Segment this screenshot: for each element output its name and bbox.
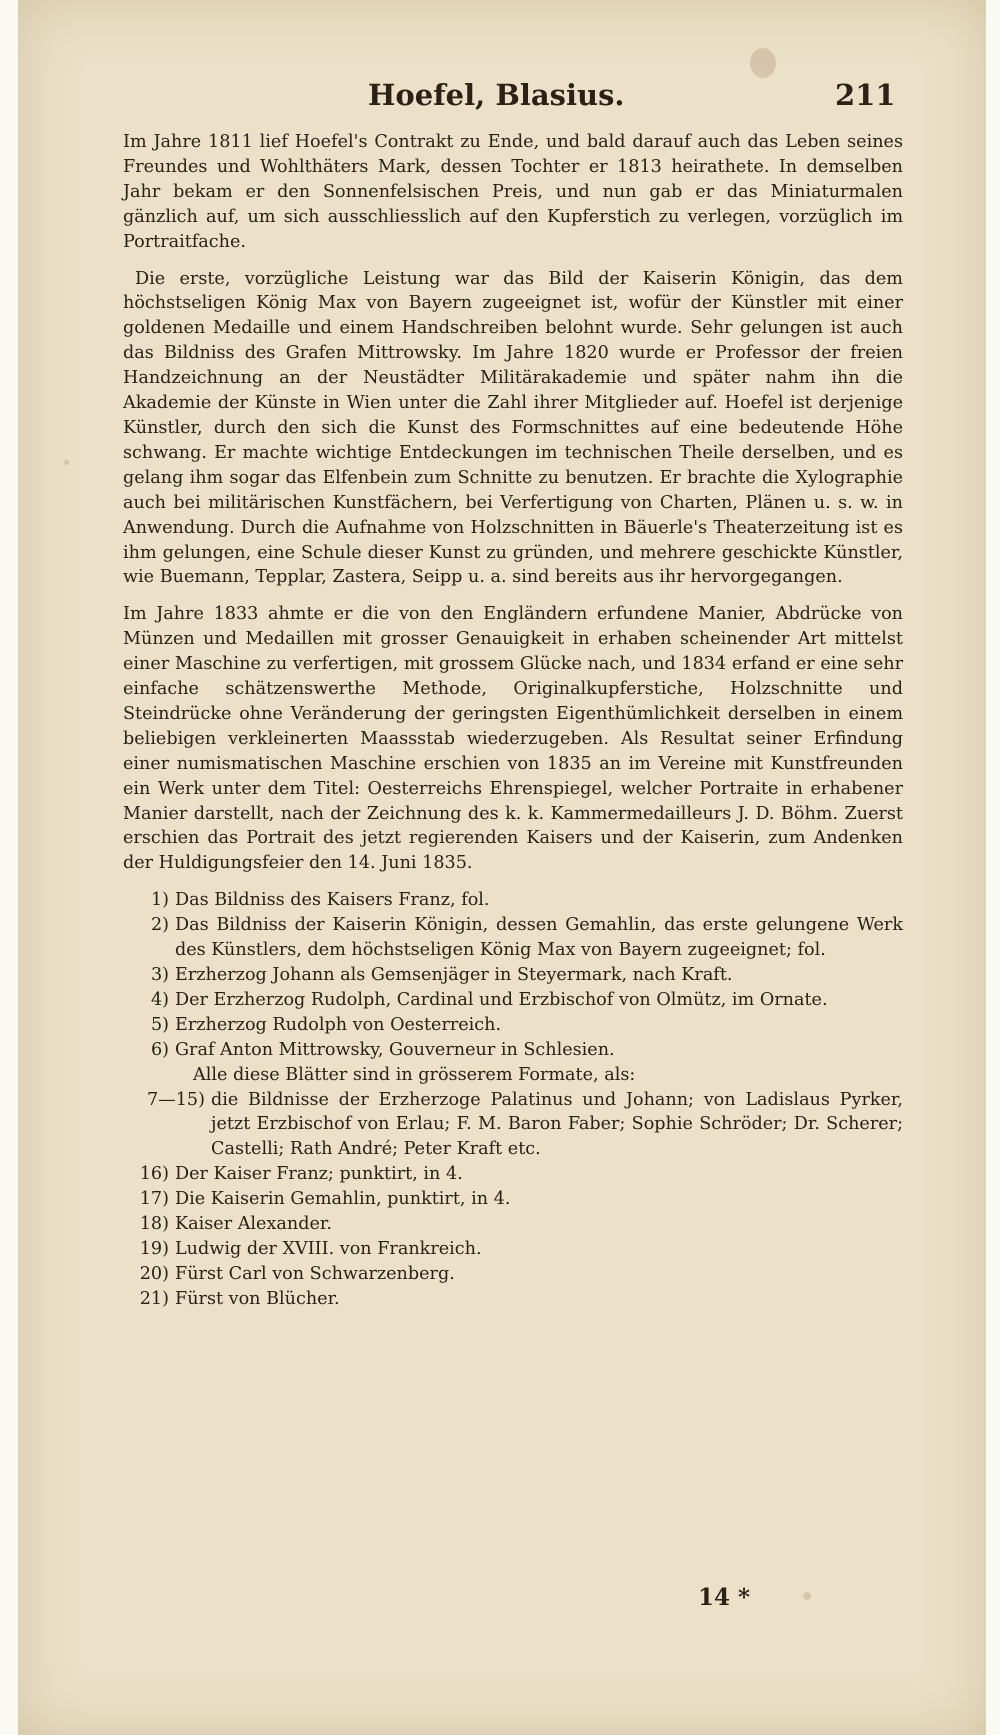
foxing-stain <box>64 460 69 465</box>
list-item <box>123 888 903 913</box>
item-number: 4) <box>150 989 169 1010</box>
book-page <box>18 0 986 1735</box>
page-number: 211 <box>835 78 896 112</box>
item-number: 17) <box>139 1189 169 1210</box>
paragraph-3: Im Jahre 1833 ahmte er die von den Engländern erfundene Manier, Abdrücke von Münzen und Medaillen mit grosser Genauigkeit in erhaben scheinender Art mittelst einer Maschine zu verfertigen, mit grossem Glücke nach, und 1834 erfand er eine sehr einfache schätzenswerthe Methode, Originalkupferstiche, Holzschnitte und Steindrücke ohne Veränderung der geringsten Eigenthümlichkeit derselben in einem beliebigen verkleinerten Maassstab wiederzugeben. Als Resultat seiner Erfindung einer numismatischen Maschine erschien von 1835 an im Vereine mit Kunstfreunden ein Werk unter dem Titel: Oesterreichs Ehrenspiegel, welcher Portraite in erhabener Manier darstellt, nach der Zeichnung des k. k. Kammermedailleurs J. D. Böhm. Zuerst erschien das Portrait des jetzt regierenden Kaisers und der Kaiserin, zum Andenken der Huldigungsfeier den 14. Juni 1835. <box>123 604 903 874</box>
item-text: Kaiser Alexander. <box>175 1214 332 1235</box>
item-number: 1) <box>150 890 169 911</box>
item-number: 21) <box>139 1288 169 1309</box>
item-text: Das Bildniss des Kaisers Franz, fol. <box>175 890 490 911</box>
item-number: 7—15) <box>146 1089 205 1110</box>
foxing-stain <box>750 48 776 78</box>
list-note <box>123 1063 903 1088</box>
item-number: 18) <box>139 1214 169 1235</box>
signature-mark: 14 * <box>698 1584 751 1611</box>
list-item <box>123 1287 903 1312</box>
item-number: 16) <box>139 1164 169 1185</box>
list-item <box>123 1187 903 1212</box>
item-number: 19) <box>139 1238 169 1259</box>
list-item <box>123 913 903 963</box>
list-item <box>123 988 903 1013</box>
list-item <box>123 1212 903 1237</box>
foxing-stain <box>803 1592 811 1600</box>
item-text: Graf Anton Mittrowsky, Gouverneur in Schlesien. <box>175 1039 615 1060</box>
paragraph-2: Die erste, vorzügliche Leistung war das Bild der Kaiserin Königin, das dem höchstseligen König Max von Bayern zugeeignet ist, wofür der Künstler mit einer goldenen Medaille und einem Handschreiben belohnt wurde. Sehr gelungen ist auch das Bildniss des Grafen Mittrowsky. Im Jahre 1820 wurde er Professor der freien Handzeichnung an der Neustädter Militärakademie und später nahm ihn die Akademie der Künste in Wien unter die Zahl ihrer Mitglieder auf. Hoefel ist derjenige Künstler, durch den sich die Kunst des Formschnittes auf eine bedeutende Höhe schwang. Er machte wichtige Entdeckungen im technischen Theile derselben, und es gelang ihm sogar das Elfenbein zum Schnitte zu benutzen. Er brachte die Xylographie auch bei militärischen Kunstfächern, bei Verfertigung von Charten, Plänen u. s. w. in Anwendung. Durch die Aufnahme von Holzschnitten in Bäuerle's Theaterzeitung ist es ihm gelungen, eine Schule dieser Kunst zu gründen, und mehrere geschickte Künstler, wie Buemann, Tepplar, Zastera, Seipp u. a. sind bereits aus ihr hervorgegangen. <box>123 268 903 588</box>
item-text: Fürst Carl von Schwarzenberg. <box>175 1263 455 1284</box>
page-edge <box>986 0 1000 1735</box>
item-number: 2) <box>150 915 169 936</box>
page-header <box>18 72 918 118</box>
note-text: Alle diese Blätter sind in grösserem Formate, als: <box>193 1064 636 1085</box>
item-text: Das Bildniss der Kaiserin Königin, dessen Gemahlin, das erste gelungene Werk des Künstlers, dem höchstseligen König Max von Bayern zugeeignet; fol. <box>175 915 903 961</box>
list-item <box>123 1262 903 1287</box>
list-item <box>123 963 903 988</box>
item-number: 3) <box>150 965 169 985</box>
item-number: 20) <box>139 1263 169 1284</box>
item-text: Der Kaiser Franz; punktirt, in 4. <box>175 1164 463 1185</box>
item-text: Fürst von Blücher. <box>175 1288 340 1309</box>
list-item <box>123 1162 903 1187</box>
item-text: Erzherzog Johann als Gemsenjäger in Steyermark, nach Kraft. <box>175 965 733 985</box>
works-list <box>123 888 903 1311</box>
paragraph-1: Im Jahre 1811 lief Hoefel's Contrakt zu Ende, und bald darauf auch das Leben seines Freundes und Wohlthäters Mark, dessen Tochter er 1813 heirathete. In demselben Jahr bekam er den Sonnenfelsischen Preis, und nun gab er das Miniaturmalen gänzlich auf, um sich ausschliesslich auf den Kupferstich zu verlegen, vorzüglich im Portraitfache. <box>123 132 903 252</box>
item-number: 5) <box>150 1014 169 1035</box>
item-text: Die Kaiserin Gemahlin, punktirt, in 4. <box>175 1189 511 1210</box>
item-text: Erzherzog Rudolph von Oesterreich. <box>175 1014 502 1035</box>
list-item <box>123 1088 903 1163</box>
item-text: Ludwig der XVIII. von Frankreich. <box>175 1238 482 1259</box>
item-text: die Bildnisse der Erzherzoge Palatinus und Johann; von Ladislaus Pyrker, jetzt Erzbischof von Erlau; F. M. Baron Faber; Sophie Schröder; Dr. Scherer; Castelli; Rath André; Peter Kraft etc. <box>211 1089 903 1160</box>
list-item <box>123 1013 903 1038</box>
item-number: 6) <box>150 1039 169 1060</box>
running-head: Hoefel, Blasius. <box>368 78 625 112</box>
list-item <box>123 1038 903 1063</box>
list-item <box>123 1237 903 1262</box>
body-text <box>123 130 903 1312</box>
item-text: Der Erzherzog Rudolph, Cardinal und Erzbischof von Olmütz, im Ornate. <box>175 989 828 1010</box>
